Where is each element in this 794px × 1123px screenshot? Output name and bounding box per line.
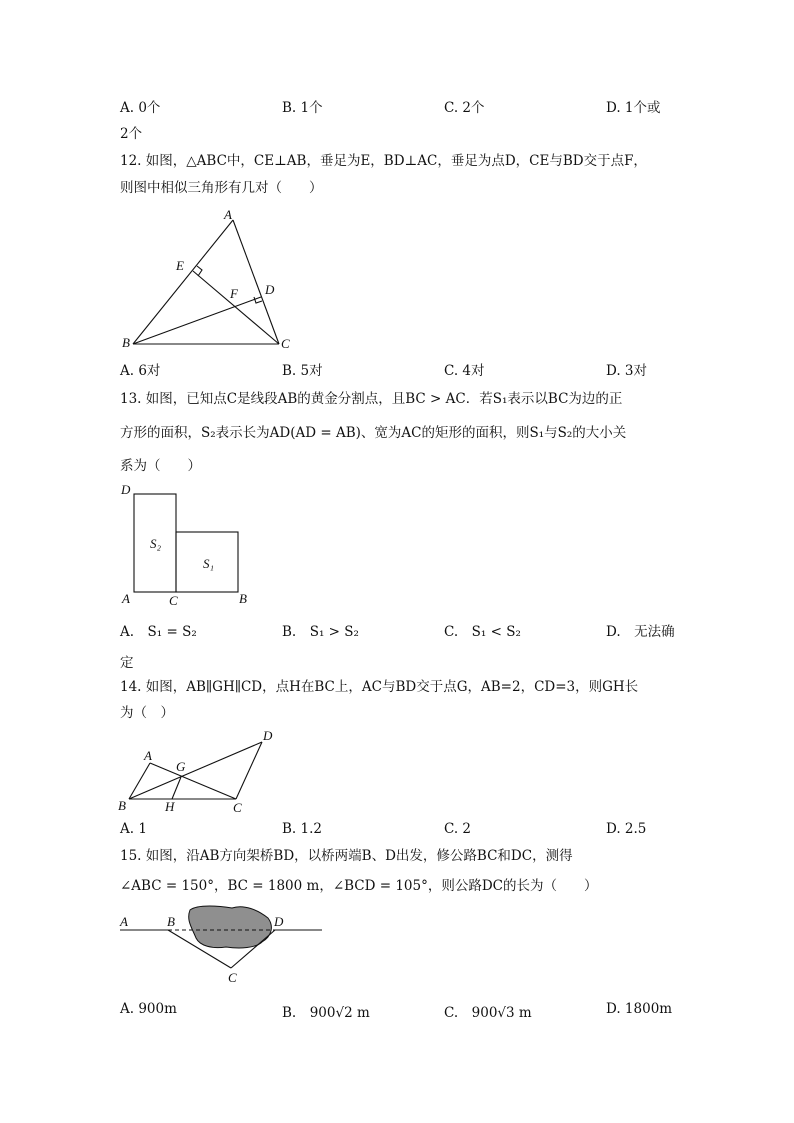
q13-stem-line2: 方形的面积，S₂表示长为AD(AD = AB)、宽为AC的矩形的面积，则S₁与S₂的大小关	[120, 425, 627, 441]
q14-label-g: G	[176, 759, 186, 774]
q11-option-b: B. 1个	[282, 100, 323, 116]
q13-label-d: D	[121, 482, 131, 497]
q12-stem-line1: 12. 如图，△ABC中，CE⊥AB，垂足为E，BD⊥AC，垂足为点D，CE与BD交于点F，	[120, 153, 647, 169]
q13-option-a: A. S₁ = S₂	[120, 624, 197, 640]
q15-label-c: C	[228, 970, 237, 985]
q12-label-d: D	[265, 282, 275, 297]
q14-label-a: A	[144, 748, 152, 763]
q12-stem-line2: 则图中相似三角形有几对（ ）	[120, 180, 323, 196]
q11-option-a: A. 0个	[120, 100, 161, 116]
q14-label-d: D	[263, 728, 273, 743]
q12-label-f: F	[230, 286, 238, 301]
q13-option-c: C. S₁ < S₂	[444, 624, 521, 640]
q13-stem-line1: 13. 如图，已知点C是线段AB的黄金分割点，且BC > AC．若S₁表示以BC为边的正	[120, 391, 623, 407]
q12-label-b: B	[122, 335, 130, 350]
q13-option-d: D. 无法确	[606, 624, 675, 640]
q15-label-b: B	[167, 914, 175, 929]
q15-option-d: D. 1800m	[606, 1001, 673, 1017]
q13-stem-line3: 系为（ ）	[120, 458, 201, 474]
q15-stem-line1: 15. 如图，沿AB方向架桥BD，以桥两端B、D出发，修公路BC和DC，测得	[120, 848, 573, 864]
q13-option-d-wrap: 定	[120, 655, 134, 671]
q14-label-c: C	[233, 800, 242, 815]
q14-option-c: C. 2	[444, 821, 472, 837]
q13-label-c: C	[169, 593, 178, 608]
q12-option-c: C. 4对	[444, 363, 485, 379]
q13-label-a: A	[122, 591, 130, 606]
lake-shape	[189, 906, 272, 948]
q13-label-s2: S₂	[150, 536, 162, 551]
q14-label-h: H	[165, 799, 175, 814]
q13-label-s1: S₁	[203, 556, 215, 571]
q15-stem-line2: ∠ABC = 150°，BC = 1800 m，∠BCD = 105°，则公路DC的长为（ ）	[120, 878, 598, 894]
q12-label-a: A	[224, 207, 232, 222]
q15-label-d: D	[274, 914, 284, 929]
q11-option-d: D. 1个或	[606, 100, 661, 116]
q13-label-b: B	[239, 591, 247, 606]
q15-option-c: C. 900√3 m	[444, 1005, 532, 1021]
q11-option-d-wrap: 2个	[120, 126, 143, 142]
q12-label-e: E	[176, 258, 184, 273]
q12-label-c: C	[281, 336, 290, 351]
q12-option-b: B. 5对	[282, 363, 323, 379]
q14-option-d: D. 2.5	[606, 821, 647, 837]
q14-stem-line1: 14. 如图，AB∥GH∥CD，点H在BC上，AC与BD交于点G，AB=2，CD=3，则GH长	[120, 679, 639, 695]
q12-option-d: D. 3对	[606, 363, 648, 379]
q14-stem-line2: 为（ ）	[120, 705, 174, 721]
q14-option-b: B. 1.2	[282, 821, 322, 837]
q12-option-a: A. 6对	[120, 363, 161, 379]
q15-option-a: A. 900m	[120, 1001, 177, 1017]
q15-option-b: B. 900√2 m	[282, 1005, 370, 1021]
q14-label-b: B	[118, 798, 126, 813]
q11-option-c: C. 2个	[444, 100, 485, 116]
q14-option-a: A. 1	[120, 821, 147, 837]
q15-label-a: A	[120, 914, 128, 929]
q13-option-b: B. S₁ > S₂	[282, 624, 359, 640]
